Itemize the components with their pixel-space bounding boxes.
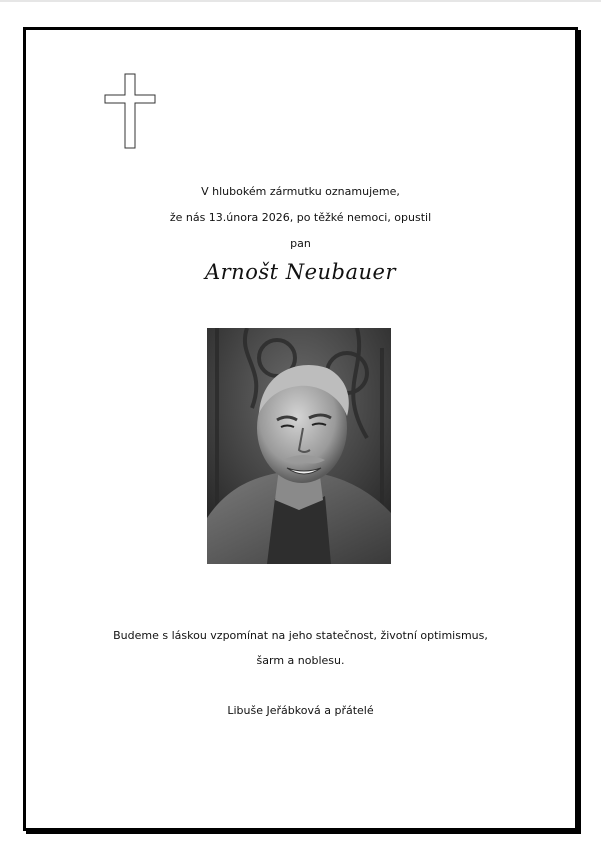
signature: Libuše Jeřábková a přátelé [227, 704, 374, 717]
announcement-line-1: V hlubokém zármutku oznamujeme, [201, 185, 400, 198]
cross-icon [104, 73, 156, 149]
top-divider [0, 0, 601, 2]
announcement-line-2: že nás 13.února 2026, po těžké nemoci, opustil [169, 211, 432, 224]
tribute-line-2: šarm a noblesu. [256, 654, 345, 667]
obituary-card [23, 27, 578, 831]
tribute-line-1: Budeme s láskou vzpomínat na jeho statečnost, životní optimismus, [113, 629, 488, 642]
announcement-line-3: pan [290, 237, 311, 250]
deceased-name: Arnošt Neubauer [204, 260, 397, 284]
portrait-photo [207, 328, 391, 564]
